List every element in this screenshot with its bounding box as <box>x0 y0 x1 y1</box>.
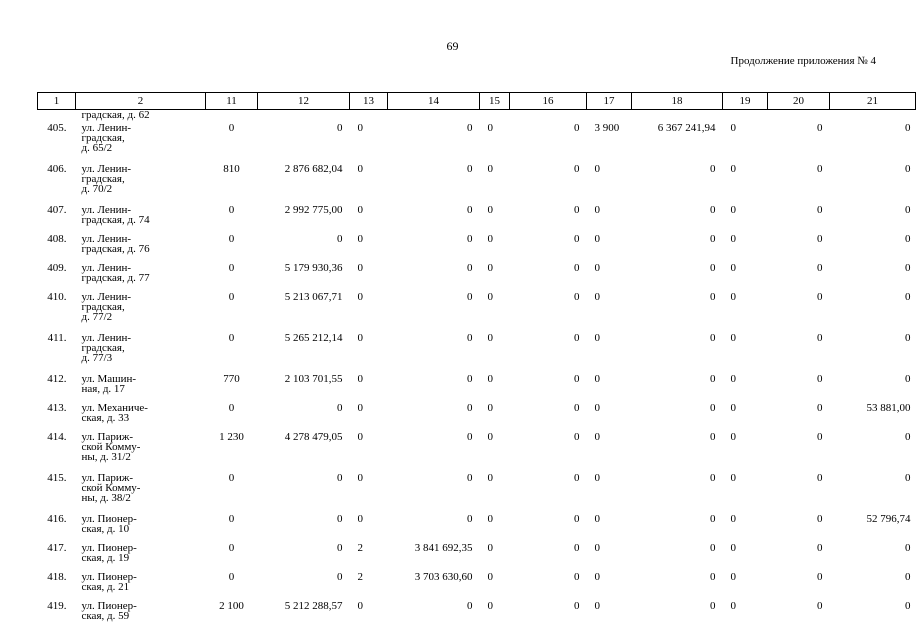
address-cell: ул. Ленин- градская, д. 77/2 <box>81 291 132 323</box>
cell-col18: 0 <box>710 600 716 612</box>
cell-col18: 0 <box>710 262 716 274</box>
continuation-label: Продолжение приложения № 4 <box>730 55 876 67</box>
cell-col14: 0 <box>467 373 473 385</box>
cell-col15: 0 <box>487 431 493 443</box>
cell-col20: 0 <box>817 291 823 303</box>
cell-col15: 0 <box>487 513 493 525</box>
cell-col13: 0 <box>357 600 363 612</box>
cell-col19: 0 <box>730 431 736 443</box>
cell-col16: 0 <box>574 233 580 245</box>
row-number: 410. <box>47 291 67 303</box>
cell-col19: 0 <box>730 402 736 414</box>
cell-col15: 0 <box>487 163 493 175</box>
cell-col15: 0 <box>487 332 493 344</box>
address-cell: ул. Пионер- ская, д. 59 <box>81 600 137 622</box>
cell-col17: 0 <box>594 262 600 274</box>
cell-col21: 0 <box>905 163 911 175</box>
cell-col19: 0 <box>730 472 736 484</box>
cell-col13: 2 <box>357 571 363 583</box>
cell-col19: 0 <box>730 291 736 303</box>
cell-col14: 0 <box>467 600 473 612</box>
cell-col15: 0 <box>487 600 493 612</box>
table-row <box>38 262 916 291</box>
cell-col16: 0 <box>574 431 580 443</box>
cell-col11: 0 <box>228 513 235 525</box>
cell-col20: 0 <box>817 600 823 612</box>
column-header: 13 <box>350 93 388 110</box>
cell-col21: 0 <box>905 122 911 134</box>
header-row <box>38 93 916 110</box>
cell-col13: 0 <box>357 373 363 385</box>
cell-col14: 0 <box>467 402 473 414</box>
table-row <box>38 402 916 431</box>
cell-col17: 0 <box>594 402 600 414</box>
table-row <box>38 233 916 262</box>
cell-col11: 0 <box>228 122 235 134</box>
cell-col19: 0 <box>730 163 736 175</box>
cell-col17: 0 <box>594 513 600 525</box>
cell-col16: 0 <box>574 204 580 216</box>
cell-col12: 5 179 930,36 <box>284 262 343 274</box>
cell-col12: 0 <box>337 472 343 484</box>
cell-col11: 770 <box>223 373 240 385</box>
row-number: 416. <box>47 513 67 525</box>
address-cell: ул. Ленин- градская, д. 74 <box>81 204 150 226</box>
table-row <box>38 600 916 629</box>
cell-col15: 0 <box>487 373 493 385</box>
cell-col19: 0 <box>730 571 736 583</box>
cell-col18: 0 <box>710 291 716 303</box>
data-table <box>37 92 916 629</box>
cell-col20: 0 <box>817 122 823 134</box>
cell-col18: 0 <box>710 204 716 216</box>
cell-col20: 0 <box>817 571 823 583</box>
column-header: 1 <box>38 93 76 110</box>
cell-col16: 0 <box>574 122 580 134</box>
cell-col12: 0 <box>337 542 343 554</box>
address-cell: ул. Пионер- ская, д. 21 <box>81 571 137 593</box>
row-number: 413. <box>47 402 67 414</box>
cell-col18: 0 <box>710 402 716 414</box>
cell-col18: 0 <box>710 571 716 583</box>
cell-col17: 0 <box>594 291 600 303</box>
address-cell: ул. Париж- ской Комму- ны, д. 38/2 <box>81 472 141 504</box>
cell-col21: 0 <box>905 542 911 554</box>
table-row <box>38 122 916 163</box>
cell-col18: 0 <box>710 472 716 484</box>
cell-col21: 0 <box>905 571 911 583</box>
column-header: 2 <box>76 93 206 110</box>
cell-col13: 0 <box>357 233 363 245</box>
cell-col18: 0 <box>710 431 716 443</box>
cell-col17: 0 <box>594 204 600 216</box>
address-cell: ул. Ленин- градская, д. 77 <box>81 262 150 284</box>
address-cell: ул. Машин- ная, д. 17 <box>81 373 137 395</box>
table-row <box>38 472 916 513</box>
cell-col14: 0 <box>467 122 473 134</box>
cell-col15: 0 <box>487 262 493 274</box>
cell-col19: 0 <box>730 600 736 612</box>
cell-col16: 0 <box>574 291 580 303</box>
column-header: 12 <box>258 93 350 110</box>
cell-col20: 0 <box>817 204 823 216</box>
cell-col14: 3 841 692,35 <box>414 542 473 554</box>
cell-col19: 0 <box>730 262 736 274</box>
cell-col15: 0 <box>487 291 493 303</box>
cell-col14: 0 <box>467 431 473 443</box>
cell-col17: 0 <box>594 600 600 612</box>
row-number: 419. <box>47 600 67 612</box>
column-header: 14 <box>388 93 480 110</box>
cell-col14: 0 <box>467 472 473 484</box>
cell-col21: 0 <box>905 431 911 443</box>
cell-col18: 0 <box>710 332 716 344</box>
column-header: 21 <box>830 93 916 110</box>
cell-col18: 0 <box>710 233 716 245</box>
cell-col20: 0 <box>817 472 823 484</box>
cell-col12: 0 <box>337 122 343 134</box>
cell-col15: 0 <box>487 472 493 484</box>
row-number: 415. <box>47 472 67 484</box>
cell-col20: 0 <box>817 262 823 274</box>
cell-col18: 0 <box>710 513 716 525</box>
cell-col12: 4 278 479,05 <box>284 431 343 443</box>
cell-col20: 0 <box>817 233 823 245</box>
cell-col14: 0 <box>467 291 473 303</box>
row-number: 405. <box>47 122 67 134</box>
cell-col15: 0 <box>487 571 493 583</box>
cell-col11: 1 230 <box>219 431 244 443</box>
table-row <box>38 291 916 332</box>
cell-col16: 0 <box>574 472 580 484</box>
address-cell: ул. Ленин- градская, д. 65/2 <box>81 122 132 154</box>
cell-col21: 0 <box>905 291 911 303</box>
cell-col17: 0 <box>594 431 600 443</box>
cell-col11: 0 <box>228 291 235 303</box>
row-number: 411. <box>47 332 67 344</box>
column-header: 19 <box>723 93 768 110</box>
cell-col19: 0 <box>730 233 736 245</box>
table-row <box>38 204 916 233</box>
cell-col15: 0 <box>487 402 493 414</box>
row-number: 414. <box>47 431 67 443</box>
cell-col14: 0 <box>467 163 473 175</box>
cell-col14: 0 <box>467 513 473 525</box>
cell-col11: 0 <box>228 332 235 344</box>
cell-col13: 0 <box>357 291 363 303</box>
page-number: 69 <box>446 39 459 53</box>
row-number: 408. <box>47 233 67 245</box>
table-header <box>38 93 916 110</box>
cell-col12: 0 <box>337 571 343 583</box>
cell-col13: 2 <box>357 542 363 554</box>
cell-col13: 0 <box>357 513 363 525</box>
table-row <box>38 542 916 571</box>
cell-col21: 0 <box>905 262 911 274</box>
cell-col11: 2 100 <box>219 600 244 612</box>
column-header: 18 <box>632 93 723 110</box>
address-cell: ул. Париж- ской Комму- ны, д. 31/2 <box>81 431 141 463</box>
cell-col20: 0 <box>817 542 823 554</box>
cell-col17: 3 900 <box>594 122 620 134</box>
row-number: 412. <box>47 373 67 385</box>
row-number: 406. <box>47 163 67 175</box>
cell-col13: 0 <box>357 262 363 274</box>
cell-col12: 0 <box>337 233 343 245</box>
row-number: 409. <box>47 262 67 274</box>
cell-col19: 0 <box>730 373 736 385</box>
column-header: 15 <box>480 93 510 110</box>
cell-col13: 0 <box>357 431 363 443</box>
cell-col21: 0 <box>905 472 911 484</box>
cell-col14: 0 <box>467 233 473 245</box>
cell-col20: 0 <box>817 431 823 443</box>
cell-col13: 0 <box>357 332 363 344</box>
cell-col19: 0 <box>730 122 736 134</box>
table-row <box>38 431 916 472</box>
table-row <box>38 513 916 542</box>
cell-col15: 0 <box>487 233 493 245</box>
cell-col21: 0 <box>905 204 911 216</box>
cell-col20: 0 <box>817 332 823 344</box>
cell-col16: 0 <box>574 542 580 554</box>
cell-col14: 3 703 630,60 <box>414 571 473 583</box>
cell-col12: 2 103 701,55 <box>284 373 343 385</box>
cell-col16: 0 <box>574 513 580 525</box>
cell-col19: 0 <box>730 542 736 554</box>
cell-col18: 6 367 241,94 <box>657 122 716 134</box>
cell-col13: 0 <box>357 204 363 216</box>
cell-col11: 0 <box>228 233 235 245</box>
cell-col21: 0 <box>905 373 911 385</box>
cell-col17: 0 <box>594 332 600 344</box>
cell-col20: 0 <box>817 373 823 385</box>
cell-col13: 0 <box>357 402 363 414</box>
cell-col20: 0 <box>817 513 823 525</box>
cell-col12: 2 992 775,00 <box>284 204 343 216</box>
cell-col11: 0 <box>228 262 235 274</box>
cell-col20: 0 <box>817 163 823 175</box>
cell-col17: 0 <box>594 571 600 583</box>
cell-col17: 0 <box>594 163 600 175</box>
table-row <box>38 163 916 204</box>
cell-col16: 0 <box>574 373 580 385</box>
cell-col17: 0 <box>594 542 600 554</box>
cell-col21: 0 <box>905 332 911 344</box>
cell-col12: 0 <box>337 513 343 525</box>
table-row <box>38 571 916 600</box>
cell-col17: 0 <box>594 472 600 484</box>
cell-col11: 0 <box>228 571 235 583</box>
cell-col18: 0 <box>710 542 716 554</box>
cell-col16: 0 <box>574 163 580 175</box>
cell-col11: 810 <box>223 163 240 175</box>
table-row <box>38 373 916 402</box>
column-header: 20 <box>768 93 830 110</box>
cell-col11: 0 <box>228 402 235 414</box>
cell-col14: 0 <box>467 262 473 274</box>
table-row <box>38 332 916 373</box>
cell-col14: 0 <box>467 204 473 216</box>
cell-col17: 0 <box>594 373 600 385</box>
cell-col12: 5 212 288,57 <box>284 600 343 612</box>
cell-col21: 0 <box>905 233 911 245</box>
cell-col14: 0 <box>467 332 473 344</box>
cell-col15: 0 <box>487 122 493 134</box>
address-cell: ул. Ленин- градская, д. 76 <box>81 233 150 255</box>
cell-col21: 52 796,74 <box>866 513 911 525</box>
cell-col11: 0 <box>228 204 235 216</box>
cell-col12: 5 265 212,14 <box>284 332 343 344</box>
cell-col11: 0 <box>228 472 235 484</box>
address-cell: ул. Ленин- градская, д. 77/3 <box>81 332 132 364</box>
cell-col19: 0 <box>730 204 736 216</box>
column-header: 17 <box>587 93 632 110</box>
cell-col12: 0 <box>337 402 343 414</box>
cell-col17: 0 <box>594 233 600 245</box>
cell-col16: 0 <box>574 600 580 612</box>
address-cell: ул. Механиче- ская, д. 33 <box>81 402 148 424</box>
cell-col16: 0 <box>574 571 580 583</box>
cell-col19: 0 <box>730 513 736 525</box>
continued-row <box>38 110 916 123</box>
address-cell: ул. Ленин- градская, д. 70/2 <box>81 163 132 195</box>
cell-col15: 0 <box>487 542 493 554</box>
address-cell: ул. Пионер- ская, д. 10 <box>81 513 137 535</box>
cell-col16: 0 <box>574 402 580 414</box>
cell-col18: 0 <box>710 163 716 175</box>
cell-col12: 5 213 067,71 <box>284 291 343 303</box>
address-cell: ул. Пионер- ская, д. 19 <box>81 542 137 564</box>
cell-col15: 0 <box>487 204 493 216</box>
cell-col13: 0 <box>357 163 363 175</box>
row-number: 417. <box>47 542 67 554</box>
cell-col19: 0 <box>730 332 736 344</box>
cell-col21: 53 881,00 <box>866 402 911 414</box>
column-header: 11 <box>206 93 258 110</box>
continued-address: градская, д. 62 <box>81 109 150 121</box>
cell-col12: 2 876 682,04 <box>284 163 343 175</box>
table-body <box>38 110 916 630</box>
row-number: 407. <box>47 204 67 216</box>
cell-col20: 0 <box>817 402 823 414</box>
cell-col13: 0 <box>357 472 363 484</box>
cell-col16: 0 <box>574 262 580 274</box>
cell-col11: 0 <box>228 542 235 554</box>
column-header: 16 <box>510 93 587 110</box>
cell-col18: 0 <box>710 373 716 385</box>
cell-col16: 0 <box>574 332 580 344</box>
cell-col13: 0 <box>357 122 363 134</box>
row-number: 418. <box>47 571 67 583</box>
cell-col21: 0 <box>905 600 911 612</box>
